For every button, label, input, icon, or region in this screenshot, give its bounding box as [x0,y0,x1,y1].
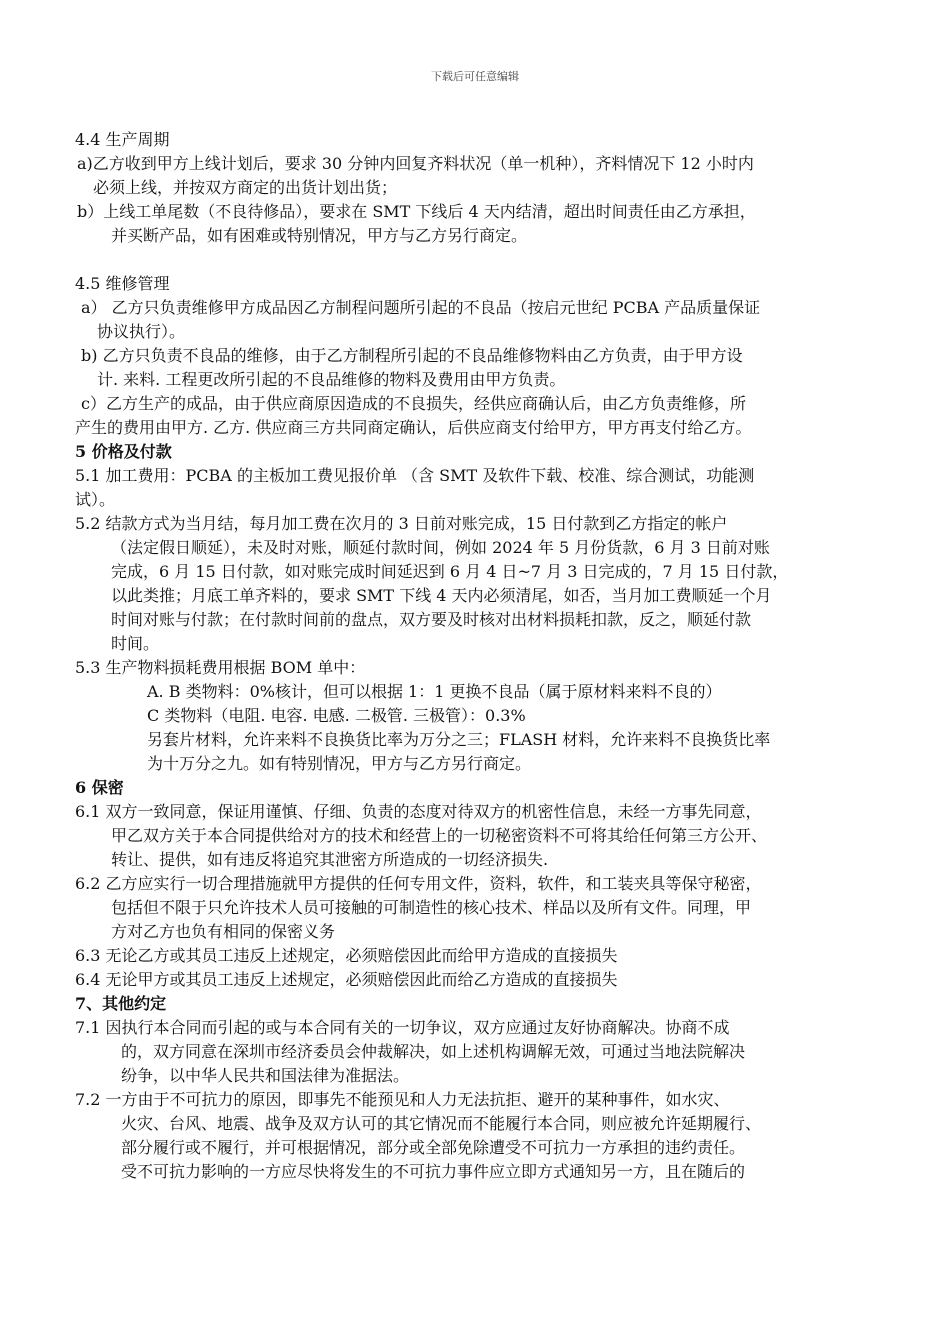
text-line: （法定假日顺延），未及时对账，顺延付款时间，例如 2024 年 5 月份货款，6 月 3 日前对账 [111,538,770,557]
text-line: 5.2 结款方式为当月结，每月加工费在次月的 3 日前对账完成，15 日付款到乙方指定的帐户 [75,514,728,533]
text-line: 4.4 生产周期 [75,130,170,149]
text-line: 为十万分之九。如有特别情况，甲方与乙方另行商定。 [147,754,532,773]
text-line: 包括但不限于只允许技术人员可接触的可制造性的核心技术、样品以及所有文件。同理，甲 [111,898,752,917]
text-line: 7.2 一方由于不可抗力的原因，即事先不能预见和人力无法抗拒、避开的某种事件，如水灾、 [75,1090,730,1109]
text-line: 并买断产品，如有困难或特别情况，甲方与乙方另行商定。 [111,226,528,245]
text-line: 产生的费用由甲方. 乙方. 供应商三方共同商定确认，后供应商支付给甲方，甲方再支付给乙方。 [75,418,752,437]
text-line: A. B 类物料：0%核计，但可以根据 1：1 更换不良品（属于原材料来料不良的） [147,682,722,701]
text-line: b）上线工单尾数（不良待修品），要求在 SMT 下线后 4 天内结清，超出时间责任由乙方承担， [77,202,756,221]
text-line: a)乙方收到甲方上线计划后，要求 30 分钟内回复齐料状况（单一机种），齐料情况下 12 小时内 [77,154,754,173]
text-line: 部分履行或不履行，并可根据情况，部分或全部免除遭受不可抗力一方承担的违约责任。 [121,1138,746,1157]
text-line: 7.1 因执行本合同而引起的或与本合同有关的一切争议，双方应通过友好协商解决。协商不成 [75,1018,730,1037]
text-line: 6.3 无论乙方或其员工违反上述规定，必须赔偿因此而给甲方造成的直接损失 [75,946,618,965]
text-line: 完成，6 月 15 日付款，如对账完成时间延迟到 6 月 4 日~7 月 3 日完成的，7 月 15 日付款， [111,562,789,581]
text-line: 受不可抗力影响的一方应尽快将发生的不可抗力事件应立即方式通知另一方，且在随后的 [121,1162,746,1181]
text-line: 必须上线，并按双方商定的出货计划出货； [93,178,398,197]
text-line: a） 乙方只负责维修甲方成品因乙方制程问题所引起的不良品（按启元世纪 PCBA 产品质量保证 [81,298,761,317]
text-line: c）乙方生产的成品，由于供应商原因造成的不良损失，经供应商确认后，由乙方负责维修，所 [81,394,746,413]
text-line: b) 乙方只负责不良品的维修，由于乙方制程所引起的不良品维修物料由乙方负责，由于甲方设 [81,346,743,365]
text-line: 纷争，以中华人民共和国法律为准据法。 [121,1066,410,1085]
section-heading: 6 保密 [75,778,124,797]
text-line: 协议执行）。 [97,322,186,341]
text-line: 5.3 生产物料损耗费用根据 BOM 单中： [75,658,366,677]
text-line: 转让、提供，如有违反将追究其泄密方所造成的一切经济损失. [111,850,549,869]
text-line: 5.1 加工费用：PCBA 的主板加工费见报价单 （含 SMT 及软件下载、校准、综合测试，功能测 [75,466,755,485]
section-heading: 7、其他约定 [75,994,167,1013]
document-body [75,128,885,1184]
text-line: 时间对账与付款；在付款时间前的盘点，双方要及时核对出材料损耗扣款，反之，顺延付款 [111,610,752,629]
text-line: 4.5 维修管理 [75,274,170,293]
text-line: C 类物料（电阻. 电容. 电感. 二极管. 三极管）：0.3% [147,706,526,725]
text-line: 另套片材料，允许来料不良换货比率为万分之三；FLASH 材料，允许来料不良换货比率 [147,730,771,749]
page-header: 下载后可任意编辑 [431,70,519,83]
text-line: 以此类推；月底工单齐料的，要求 SMT 下线 4 天内必须清尾，如否，当月加工费顺延一个月 [111,586,772,605]
text-line: 试）。 [75,490,116,509]
text-line [75,248,885,272]
text-line: 6.4 无论甲方或其员工违反上述规定，必须赔偿因此而给乙方造成的直接损失 [75,970,618,989]
text-line: 时间。 [111,634,160,653]
section-heading: 5 价格及付款 [75,442,172,461]
text-line: 方对乙方也负有相同的保密义务 [111,922,336,941]
text-line: 6.2 乙方应实行一切合理措施就甲方提供的任何专用文件，资料，软件，和工装夹具等保守秘密， [75,874,762,893]
text-line: 的，双方同意在深圳市经济委员会仲裁解决，如上述机构调解无效，可通过当地法院解决 [121,1042,746,1061]
text-line: 计. 来料. 工程更改所引起的不良品维修的物料及费用由甲方负责。 [97,370,566,389]
text-line: 6.1 双方一致同意，保证用谨慎、仔细、负责的态度对待双方的机密性信息，未经一方事先同意， [75,802,762,821]
text-line: 火灾、台风、地震、战争及双方认可的其它情况而不能履行本合同，则应被允许延期履行、 [121,1114,762,1133]
text-line: 甲乙双方关于本合同提供给对方的技术和经营上的一切秘密资料不可将其给任何第三方公开、 [111,826,768,845]
